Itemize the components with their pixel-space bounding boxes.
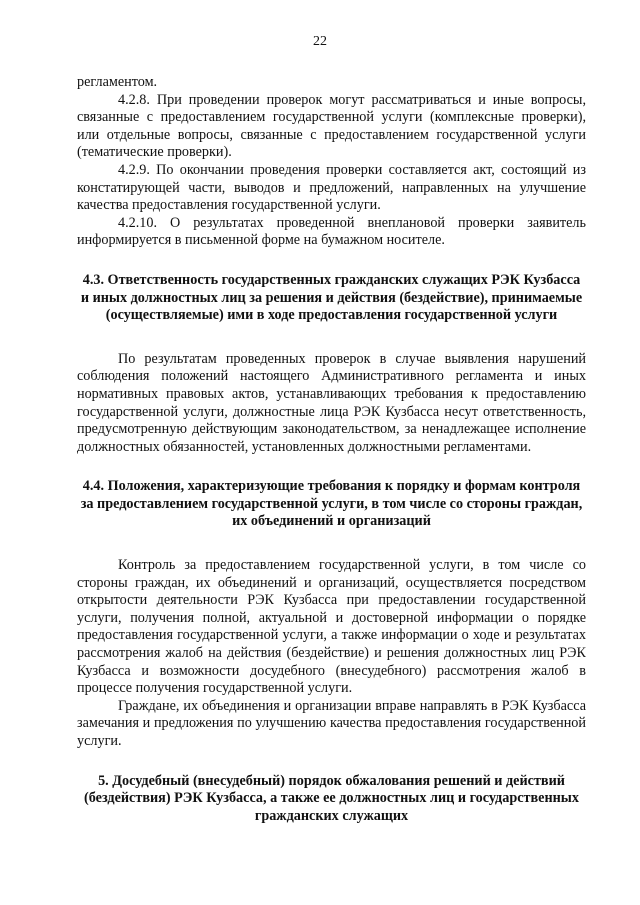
section-4-3-paragraph: По результатам проведенных проверок в случае выявления нарушений соблюдения положений настоящего Административного регламента и иных нормативных правовых актов, устанавливающих требования к предоставлению государственной услуги, должностные лица РЭК Кузбасса несут ответственность, предусмотренную действующим законодательством, за ненадлежащее исполнение должностных обязанностей, установленных должностными регламентами. xyxy=(77,350,586,455)
paragraph-4-2-10: 4.2.10. О результатах проведенной внеплановой проверки заявитель информируется в письменной форме на бумажном носителе. xyxy=(77,214,586,249)
section-4-4-paragraph-1: Контроль за предоставлением государственной услуги, в том числе со стороны граждан, их объединений и организаций, осуществляется посредством открытости деятельности РЭК Кузбасса при предоставлении государственной услуги, получения полной, актуальной и достоверной информации о порядке предоставления государственной услуги, а также информации о ходе и результатах рассмотрения жалоб на действия (бездействие) и решения должностных лиц РЭК Кузбасса и возможности досудебного (внесудебного) рассмотрения жалоб в процессе получения государственной услуги. xyxy=(77,557,586,697)
paragraph-4-2-9: 4.2.9. По окончании проведения проверки составляется акт, состоящий из констатирующей части, выводов и предложений, направленных на улучшение качества предоставления государственной услуги. xyxy=(77,161,586,214)
section-heading-4-4: 4.4. Положения, характеризующие требования к порядку и формам контроля за предоставлением государственной услуги, в том числе со стороны граждан, их объединений и организаций xyxy=(80,478,583,530)
paragraph-continuation: регламентом. xyxy=(77,74,158,90)
paragraph-4-2-8: 4.2.8. При проведении проверок могут рассматриваться и иные вопросы, связанные с предоставлением государственной услуги (комплексные проверки), или отдельные вопросы, связанные с предоставлением государственной услуги (тематические проверки). xyxy=(77,91,586,161)
page-body xyxy=(77,74,586,825)
section-heading-4-3: 4.3. Ответственность государственных гражданских служащих РЭК Кузбасса и иных должностных лиц за решения и действия (бездействие), принимаемые (осуществляемые) ими в ходе предоставления государственной услуги xyxy=(80,271,583,324)
section-heading-5: 5. Досудебный (внесудебный) порядок обжалования решений и действий (бездействия) РЭК Кузбасса, а также ее должностных лиц и государственных гражданских служащих xyxy=(84,772,579,824)
section-4-4-paragraph-2: Граждане, их объединения и организации вправе направлять в РЭК Кузбасса замечания и предложения по улучшению качества предоставления государственной услуги. xyxy=(77,697,586,749)
page-number: 22 xyxy=(313,34,327,49)
